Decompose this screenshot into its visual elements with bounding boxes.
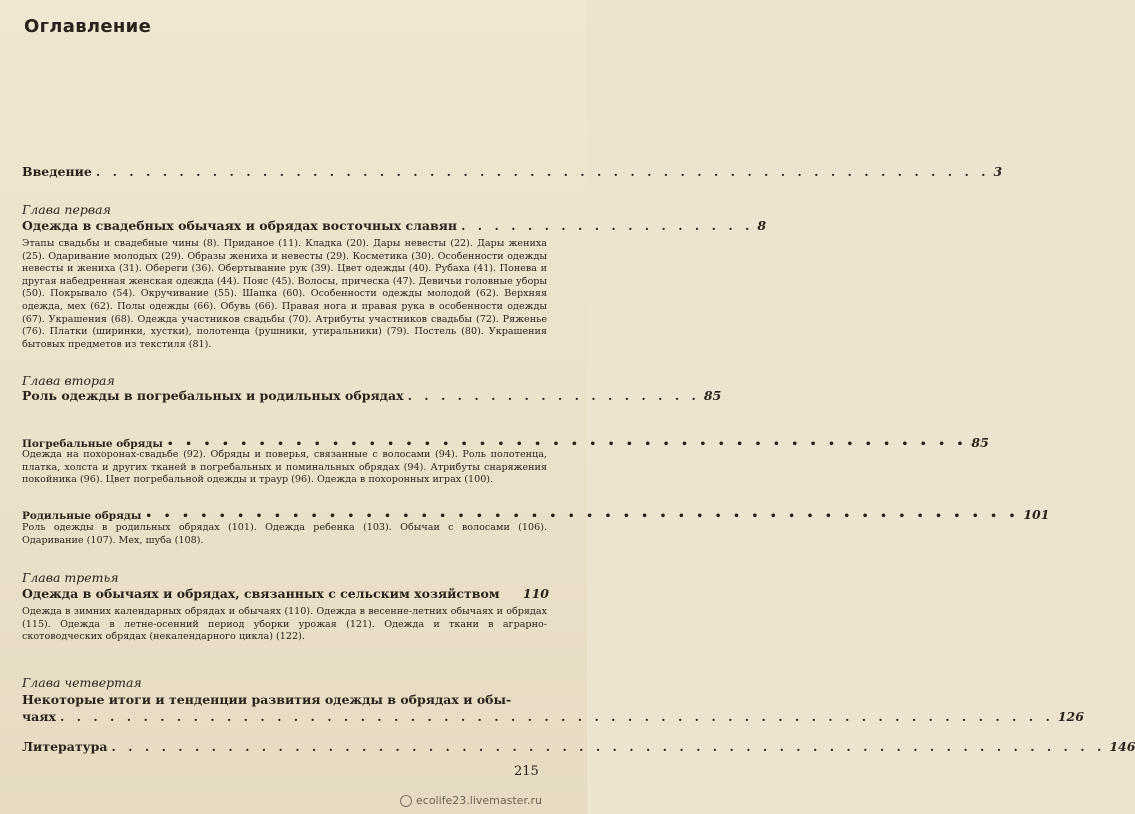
chapter-heading: Глава четвертая <box>22 675 142 690</box>
toc-subentry-funeral[interactable] <box>22 435 989 450</box>
toc-label: чаях <box>22 709 56 724</box>
toc-page-number: 3 <box>993 164 1003 179</box>
chapter-heading: Глава вторая <box>22 373 115 388</box>
toc-entry-chapter1[interactable] <box>22 218 767 233</box>
toc-subentry-birth[interactable] <box>22 507 1050 522</box>
toc-entry-chapter4-line1[interactable] <box>22 692 549 707</box>
section-summary: Роль одежды в родильных обрядах (101). Одежда ребенка (103). Обычаи с волосами (106). Одаривание (107). Мех, шуба (108). <box>22 522 547 546</box>
toc-leader-dots: . . . . . . . . . . . . . . . . . . <box>407 388 700 403</box>
toc-page-number: 126 <box>1057 709 1084 724</box>
section-summary: Одежда на похоронах-свадьбе (92). Обряды и поверья, связанные с волосами (94). Роль полотенца, платка, холста и других тканей в погребальных и поминальных обрядах (94). Атрибуты снаряжения покойника (96). Цвет погребальной одежды и траур (96). Одежда в похоронных играх (100). <box>22 449 547 486</box>
watermark <box>400 794 542 807</box>
watermark-logo-icon <box>400 795 412 807</box>
toc-page-number: 8 <box>757 218 767 233</box>
toc-label: Литература <box>22 739 108 754</box>
chapter-heading: Глава третья <box>22 570 119 585</box>
toc-page-number: 85 <box>971 435 989 450</box>
chapter-summary: Этапы свадьбы и свадебные чины (8). Приданое (11). Кладка (20). Дары невесты (22). Дары жениха (25). Одаривание молодых (29). Образы жениха и невесты (29). Косметика (30). Особенности одежды невесты и жениха (31). Обереги (36). Обертывание рук (39). Цвет одежды (40). Рубаха (41). Понева и другая набедренная женская одежда (44). Пояс (45). Волосы, прическа (47). Девичьи головные уборы (50). Покрывало (54). Окручивание (55). Шапка (60). Особенности одежды молодой (62). Верхняя одежда, мех (62). Полы одежды (66). Обувь (66). Правая нога и правая рука в особенности одежды (67). Украшения (68). Одежда участников свадьбы (70). Атрибуты участников свадьбы (72). Ряженье (76). Платки (ширинки, хустки), полотенца (рушники, утиральники) (79). Постель (80). Украшения бытовых предметов из текстиля (81). <box>22 238 547 350</box>
toc-label: Роль одежды в погребальных и родильных обрядах <box>22 388 404 403</box>
toc-label: Погребальные обряды <box>22 438 163 450</box>
toc-entry-chapter4[interactable] <box>22 709 1084 724</box>
chapter-summary: Одежда в зимних календарных обрядах и обычаях (110). Одежда в весенне-летних обычаях и обрядах (115). Одежда в летне-осенний период уборки урожая (121). Одежда и ткани в аграрно-скотоводческих обрядах (некалендарного цикла) (122). <box>22 606 547 643</box>
watermark-text: ecolife23.livemaster.ru <box>416 794 542 807</box>
toc-label: Некоторые итоги и тенденции развития одежды в обрядах и обы- <box>22 692 512 707</box>
toc-leader-dots: • • • • • • • • • • • • • • • • • • • • • • • • • • • • • • • • • • • • • • • • • • • • • • • • <box>145 510 1020 522</box>
toc-leader-dots: • • • • • • • • • • • • • • • • • • • • • • • • • • • • • • • • • • • • • • • • • • • • <box>166 438 968 450</box>
toc-entry-literature[interactable] <box>22 739 1135 754</box>
toc-leader-dots: . . . . . . . . . . . . . . . . . . . . . . . . . . . . . . . . . . . . . . . . . . . . . . . . . . . . . . <box>95 164 990 179</box>
toc-label: Одежда в обычаях и обрядах, связанных с сельским хозяйством <box>22 586 500 601</box>
toc-entry-chapter2[interactable] <box>22 388 722 403</box>
toc-page-number: 110 <box>522 586 549 601</box>
toc-page-number: 146 <box>1109 739 1135 754</box>
toc-entry-chapter3[interactable] <box>22 586 549 601</box>
toc-leader-dots: . . . . . . . . . . . . . . . . . . . . . . . . . . . . . . . . . . . . . . . . . . . . . . . . . . . . . . . . . . . . <box>111 739 1106 754</box>
chapter-heading: Глава первая <box>22 202 111 217</box>
toc-leader-dots: . . . . . . . . . . . . . . . . . . . . . . . . . . . . . . . . . . . . . . . . . . . . . . . . . . . . . . . . . . . . <box>59 709 1054 724</box>
toc-label: Одежда в свадебных обычаях и обрядах восточных славян <box>22 218 458 233</box>
page-number: 215 <box>514 764 539 779</box>
toc-page-number: 101 <box>1023 507 1050 522</box>
toc-label: Родильные обряды <box>22 510 142 522</box>
toc-leader-dots: . . . . . . . . . . . . . . . . . . <box>461 218 754 233</box>
toc-page-number: 85 <box>703 388 722 403</box>
toc-entry-intro[interactable] <box>22 164 1003 179</box>
page-title: Оглавление <box>24 16 152 37</box>
toc-label: Введение <box>22 164 92 179</box>
